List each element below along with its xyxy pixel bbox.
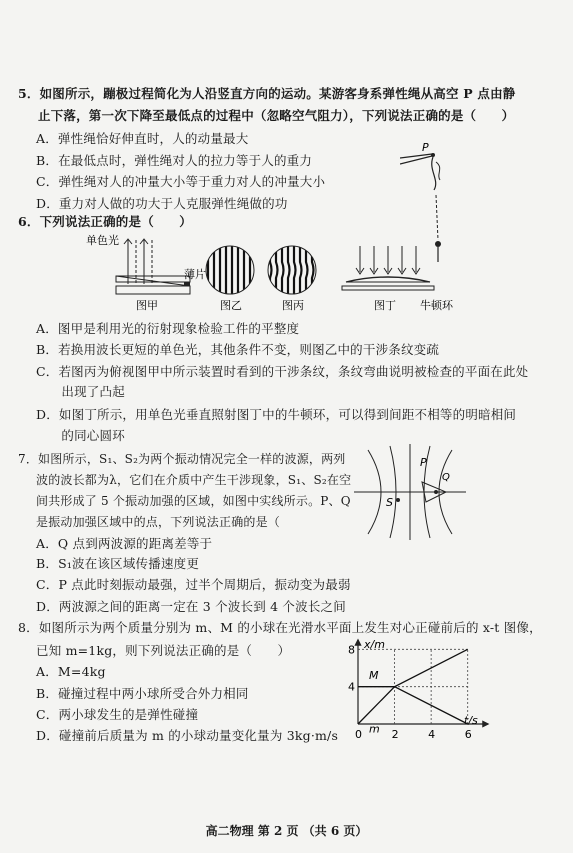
q8-stem-line1: 8．如图所示为两个质量分别为 m、M 的小球在光滑水平面上发生对心正碰前后的 x-t 图像， (18, 620, 542, 635)
page-footer: 高二物理 第 2 页 （共 6 页） (205, 824, 368, 838)
x-tick-label: 2 (391, 728, 399, 741)
q8-option-c: C．两小球发生的是弹性碰撞 (36, 707, 199, 722)
q6-option-a: A．图甲是利用光的衍射现象检验工件的平整度 (36, 321, 300, 336)
q5-option-b: B．在最低点时，弹性绳对人的拉力等于人的重力 (36, 153, 313, 168)
q5-option-c: C．弹性绳对人的冲量大小等于重力对人的冲量大小 (36, 174, 326, 189)
q6-ding-label: 图丁 (374, 299, 396, 312)
series-line-m (358, 687, 468, 724)
x-axis-label: t/s (464, 714, 478, 727)
q5-stem-line2: 止下落，第一次下降至最低点的过程中（忽略空气阻力），下列说法正确的是（ ） (38, 108, 515, 123)
q6-stem: 6．下列说法正确的是（ ） (18, 214, 192, 229)
x-tick-label: 6 (464, 728, 472, 741)
q7-stem-line2: 波的波长都为λ，它们在介质中产生干涉现象，S₁、S₂在空 (36, 473, 352, 487)
x-tick-label: 4 (428, 728, 436, 741)
y-tick-label: 8 (348, 643, 355, 657)
q6-option-c: C．若图丙为俯视图甲中所示装置时看到的干涉条纹，条纹弯曲说明被检查的平面在此处 (36, 364, 529, 379)
q5-option-d: D．重力对人做的功大于人克服弹性绳做的功 (36, 196, 288, 211)
q7-stem-line4: 是振动加强区域中的点，下列说法正确的是（ (36, 515, 281, 529)
q7-point-p-label: P (420, 456, 427, 469)
q7-stem-line3: 间共形成了 5 个振动加强的区域，如图中实线所示。P、Q (36, 494, 351, 508)
q6-light-label: 单色光 (86, 234, 119, 247)
q6-ring-label: 牛顿环 (420, 299, 453, 312)
series-label-M: M (368, 669, 379, 683)
q8-option-a: A．M=4kg (36, 664, 106, 679)
q8-xt-chart (328, 636, 498, 746)
y-tick-label: 4 (348, 680, 355, 694)
q7-option-a: A．Q 点到两波源的距离差等于 (36, 536, 213, 551)
q7-option-d: D．两波源之间的距离一定在 3 个波长到 4 个波长之间 (36, 599, 346, 614)
q6-jia-label: 图甲 (136, 299, 158, 312)
q5-point-p-label: P (422, 141, 429, 154)
q5-stem-line1: 5．如图所示，蹦极过程简化为人沿竖直方向的运动。某游客身系弹性绳从高空 P 点由静 (18, 86, 516, 101)
q7-option-b: B．S₁波在该区域传播速度更 (36, 556, 200, 571)
x-tick-label: 0 (355, 728, 362, 741)
q6-sheet-label: 薄片 (184, 268, 206, 281)
q6-option-b: B．若换用波长更短的单色光，其他条件不变，则图乙中的干涉条纹变疏 (36, 342, 440, 357)
q8-option-d: D．碰撞前后质量为 m 的小球动量变化量为 3kg·m/s (36, 728, 339, 743)
q5-option-a: A．弹性绳恰好伸直时，人的动量最大 (36, 131, 249, 146)
series-label-m: m (368, 722, 380, 736)
y-axis-label: x/m (364, 638, 385, 651)
q7-source-s-label: S (386, 496, 393, 509)
q6-bing-label: 图丙 (282, 299, 304, 312)
q7-option-c: C．P 点此时刻振动最强，过半个周期后，振动变为最弱 (36, 577, 351, 592)
q6-option-c-cont: 出现了凸起 (36, 384, 125, 399)
q8-stem-line2: 已知 m=1kg，则下列说法正确的是（ ） (36, 643, 291, 658)
q6-yi-label: 图乙 (220, 299, 242, 312)
q6-option-d: D．如图丁所示，用单色光垂直照射图丁中的牛顿环，可以得到间距不相等的明暗相间 (36, 407, 517, 422)
q7-interference-figure (350, 440, 470, 545)
q6-figures (80, 232, 500, 312)
q6-option-d-cont: 的同心圆环 (36, 428, 125, 443)
q7-stem-line1: 7．如图所示，S₁、S₂为两个振动情况完全一样的波源，两列 (18, 452, 346, 466)
q8-option-b: B．碰撞过程中两小球所受合外力相同 (36, 686, 249, 701)
q7-point-q-label: Q (442, 472, 450, 483)
